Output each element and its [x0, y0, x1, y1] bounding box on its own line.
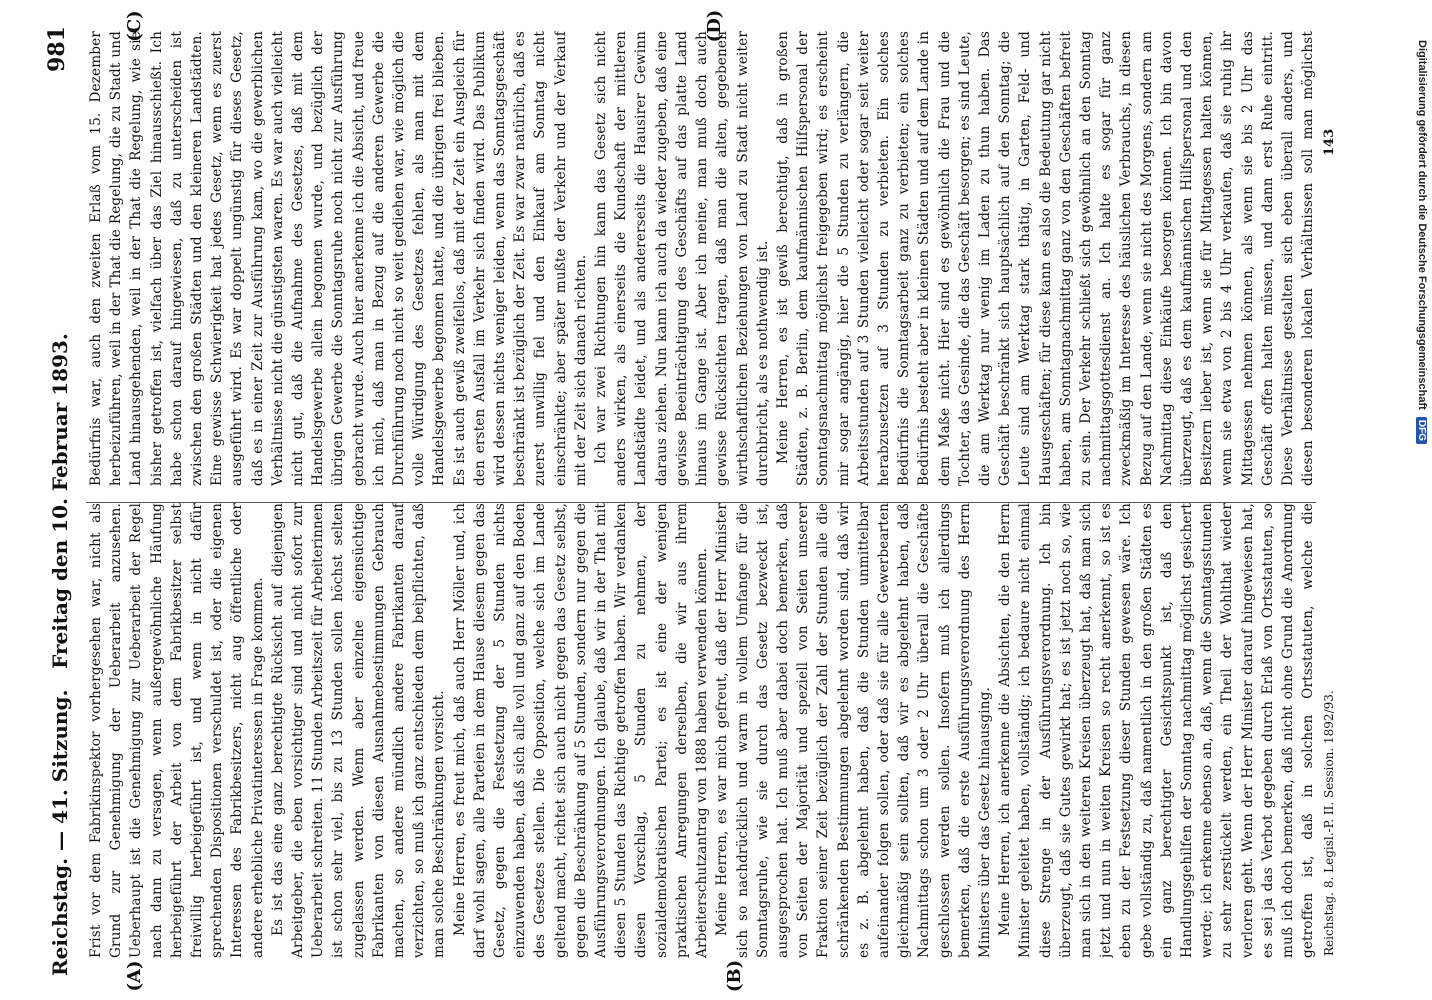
paragraph: Meine Herren, es freut mich, daß auch Herr Möller und, ich darf wohl sagen, alle Parteien in dem Hause diesem gegen das Gesetz, gegen die Festsetzung der 5 Stunden nichts einzuwenden haben, daß sich alle voll und ganz auf den Boden des Gesetzes stellen. Die Opposition, welche sich im Lande geltend macht, richtet sich auch nicht gegen das Gesetz selbst, gegen die Beschränkung auf 5 Stunden, sondern nur gegen die Ausführungsverordnungen. Ich glaube, daß wir in der That mit diesen 5 Stunden das Richtige getroffen haben. Wir verdanken diesen Vorschlag, 5 Stunden zu nehmen, der sozialdemokratischen Partei; es ist eine der wenigen praktischen Anregungen derselben, die wir aus ihrem Arbeiterschutzantrag von 1888 haben verwenden können. [451, 503, 711, 958]
margin-marker-b: (B) [724, 959, 745, 993]
dfg-logo: DFG [1416, 417, 1427, 444]
left-footer-note: Reichstag. 8. Legisl.-P. II. Session. 1892/93. [1322, 690, 1336, 956]
digitization-credit-text: Digitalisierung gefördert durch die Deutsche Forschungsgemeinschaft [1416, 40, 1428, 410]
paragraph: Meine Herren, ich anerkenne die Absichten, die den Herrn Minister geleitet haben, vollständig; ich bedaure nicht einmal diese Strenge in der Ausführungsverordnung. Ich bin überzeugt, daß sie Gutes gewirkt hat; es ist jetzt noch so, wie man sich in den weiteren Kreisen überzeugt hat, daß man sich jetzt und nun in weiten Kreisen so recht anerkennt, so ist es eben zu der Festsetzung dieser Stunden gewesen wäre. Ich gebe vollständig zu, daß namentlich in den großen Städten es ein ganz berechtigter Gesichtspunkt ist, daß den Handlungsgehilfen der Sonntag nachmittag möglichst gesichert werde; ich erkenne ebenso an, daß, wenn die Sonntagsstunden zu sehr zerstückelt werden, ein Theil der Wohlthat wieder verloren geht. Wenn der Herr Minister darauf hingewiesen hat, es sei ja das Verbot gegeben durch Erlaß von Ortsstatuten, so muß ich doch bemerken, daß nicht ohne Grund die Anordnung getroffen ist, daß in solchen Ortsstatuten, welche die [997, 503, 1317, 958]
document-page [4, 6, 1414, 996]
right-column [86, 31, 1321, 486]
page-number: 981 [44, 26, 70, 72]
paragraph: Bedürfnis war, auch den zweiten Erlaß vom 15. Dezember herbeizuführen, weil in der That die Regelung, die zu Stadt und Land hinausgehenden, weil in der That die Regelung, wie sie bisher getroffen ist, vielfach über das Ziel hinausschießt. Ich habe schon darauf hingewiesen, daß zu unterscheiden ist zwischen den großen Städten und den kleineren Landstädten. Eine gewisse Schwierigkeit hat jedes Gesetz, wenn es zuerst ausgeführt wird. Es war doppelt ungünstig für dieses Gesetz, daß es in einer Zeit zur Ausführung kam, wo die gewerblichen Verhältnisse nicht die günstigsten waren. Es war auch vielleicht nicht gut, daß die Aufnahme des Gesetzes, daß mit dem Handelsgewerbe allein begonnen wurde, und bezüglich der übrigen Gewerbe die Sonntagsruhe noch nicht zur Ausführung gebracht wurde. Auch hier anerkenne ich die Absicht, und freue ich mich, daß man in Bezug auf die anderen Gewerbe die Durchführung noch nicht so weit gediehen war, wie möglich die volle Würdigung des Gesetzes fehlen, als man mit dem Handelsgewerbe begonnen hatte, und die übrigen frei blieben. Es ist auch gewiß zweifellos, daß mit der Zeit ein Ausgleich für den ersten Ausfall im Verkehr sich finden wird. Das Publikum wird dessen nichts weniger leiden, wenn das Sonntagsgeschäft beschränkt ist bezüglich der Zeit. Es war zwar natürlich, daß es zuerst unwillig fiel und den Einkauf am Sonntag nicht einschränkte; aber später mußte der Verkehr und der Verkauf mit der Zeit sich danach richten. [88, 31, 589, 486]
margin-marker-d: (D) [704, 9, 725, 43]
signature-number: 143 [1322, 128, 1337, 156]
paragraph: Meine Herren, es ist gewiß berechtigt, daß in großen Städten, z. B. Berlin, dem kaufmännischen Hilfspersonal der Sonntagsnachmittag möglichst freigegeben wird; es erscheint mir sogar angängig, hier die 5 Stunden zu verlängern, die Arbeitsstunden auf 3 Stunden vielleicht oder sogar seit weiter herabzusetzen auf 3 Stunden zu verbieten. Ein solches Bedürfnis die Sonntagsarbeit ganz zu verbieten; ein solches Bedürfnis besteht aber in kleinen Städten und auf dem Lande in dem Maße nicht. Hier sind es gewöhnlich die Frau und die Tochter, das Gesinde, die das Geschäft besorgen; es sind Leute, die am Werktag nur wenig im Laden zu thun haben. Das Geschäft beschränkt sich hauptsächlich auf den Sonntag; die Leute sind am Werktag stark thätig, in Garten, Feld- und Hausgeschäften; für diese kann es also die Bedeutung gar nicht haben, am Sonntagnachmittag ganz von den Geschäften befreit zu sein. Der Verkehr schließt sich gewöhnlich an den Sonntag nachmittagsgottesdienst an. Ich halte es sogar für ganz zweckmäßig im Interesse des häuslichen Verbrauchs, in diesen Bezug auf den Lande, wenn sie nicht des Morgens, sondern am Nachmittag diese Einkäufe besorgen können. Ich bin davon überzeugt, daß es dem kaufmännischen Hilfspersonal und den Besitzern lieber ist, wenn sie für Mittagessen halten können, wenn sie etwa von 2 bis 4 Uhr verkaufen, daß sie ruhig ihr Mittagessen nehmen können, als wenn sie bis 2 Uhr das Geschäft offen halten müssen, und dann erst Ruhe eintritt. Diese Verhältnisse gestalten sich eben überall anders, und diesen besonderen lokalen Verhältnissen soll man möglichst [774, 31, 1317, 486]
left-column [86, 503, 1321, 958]
paragraph: Es ist das eine ganz berechtigte Rücksicht auf diejenigen Arbeitgeber, die eben vorsichtiger sind und nicht sofort zur Ueberarbeit schreiten. 11 Stunden Arbeitszeit für Arbeiterinnen ist schon sehr viel, bis zu 13 Stunden sollen höchst selten zugelassen werden. Wenn aber einzelne eigensüchtige Fabrikanten von diesen Ausnahmebestimmungen Gebrauch machen, so andere mündlich andere Fabrikanten darauf verzichten, so muß ich ganz entschieden dem beipflichten, daß man solche Beschränkungen vorsicht. [269, 503, 448, 958]
paragraph: Ich war zwei Richtungen hin kann das Gesetz sich nicht anders wirken, als einerseits die Kundschaft der mittleren Landstädte leidet, und als andererseits die Hausirer Gewinn daraus ziehen. Nun kann ich auch da wieder zugeben, daß eine gewisse Beeinträchtigung des Geschäfts auf das platte Land hinaus im Gange ist. Aber ich meine, man muß doch auch gewisse Rücksichten tragen, daß man die alten, gegebenen wirthschaftlichen Beziehungen von Land zu Stadt nicht weiter durchbricht, als es nothwendig ist. [593, 31, 771, 486]
header-left: Reichstag. — 41. Sitzung. [48, 689, 72, 976]
digitization-credit [1412, 40, 1430, 630]
column-divider [86, 502, 1316, 503]
margin-marker-a: (A) [124, 960, 145, 992]
paragraph: Frist vor dem Fabrikinspektor vorhergesehen war, nicht als Grund zur Genehmigung der Ueberarbeit anzusehen. Ueberhaupt ist die Genehmigung zur Ueberarbeit der Regel nach dann zu versagen, wenn außergewöhnliche Häufung herbeigeführt der Arbeit von dem Fabrikbesitzer selbst freiwillig herbeigeführt ist, und wenn in nicht dafür sprechenden Dispositionen verschuldet ist, oder die eigenen Interessen des Fabrikbesitzers, nicht aug öffentliche oder andere erhebliche Privatinteressen in Frage kommen. [88, 503, 266, 958]
header-date: Freitag den 10. Februar 1893. [48, 333, 72, 669]
page-header [42, 26, 76, 976]
paragraph: Meine Herren, es war mich gefreut, daß der Herr Minister sich so nachdrücklich und warm in vollem Umfange für die Sonntagsruhe, wie sie durch das Gesetz bezweckt ist, ausgesprochen hat. Ich muß aber dabei doch bemerken, daß von Seiten der Majorität und speziell von Seiten unserer Fraktion seiner Zeit bezüglich der Zahl der Stunden alle die schränkenden Bestimmungen abgelehnt worden sind, daß wir es z. B. abgelehnt haben, daß die Stunden unmittelbar aufeinander folgen sollen, oder daß sie für alle Gewerbearten gleichmäßig sein sollten, daß wir es abgelehnt haben, daß Nachmittags schon um 3 oder 2 Uhr überall die Geschäfte geschlossen werden sollen. Insofern muß ich allerdings bemerken, daß die erste Ausführungsverordnung des Herrn Ministers über das Gesetz hinausging. [714, 503, 993, 958]
margin-marker-c: (C) [124, 10, 145, 42]
